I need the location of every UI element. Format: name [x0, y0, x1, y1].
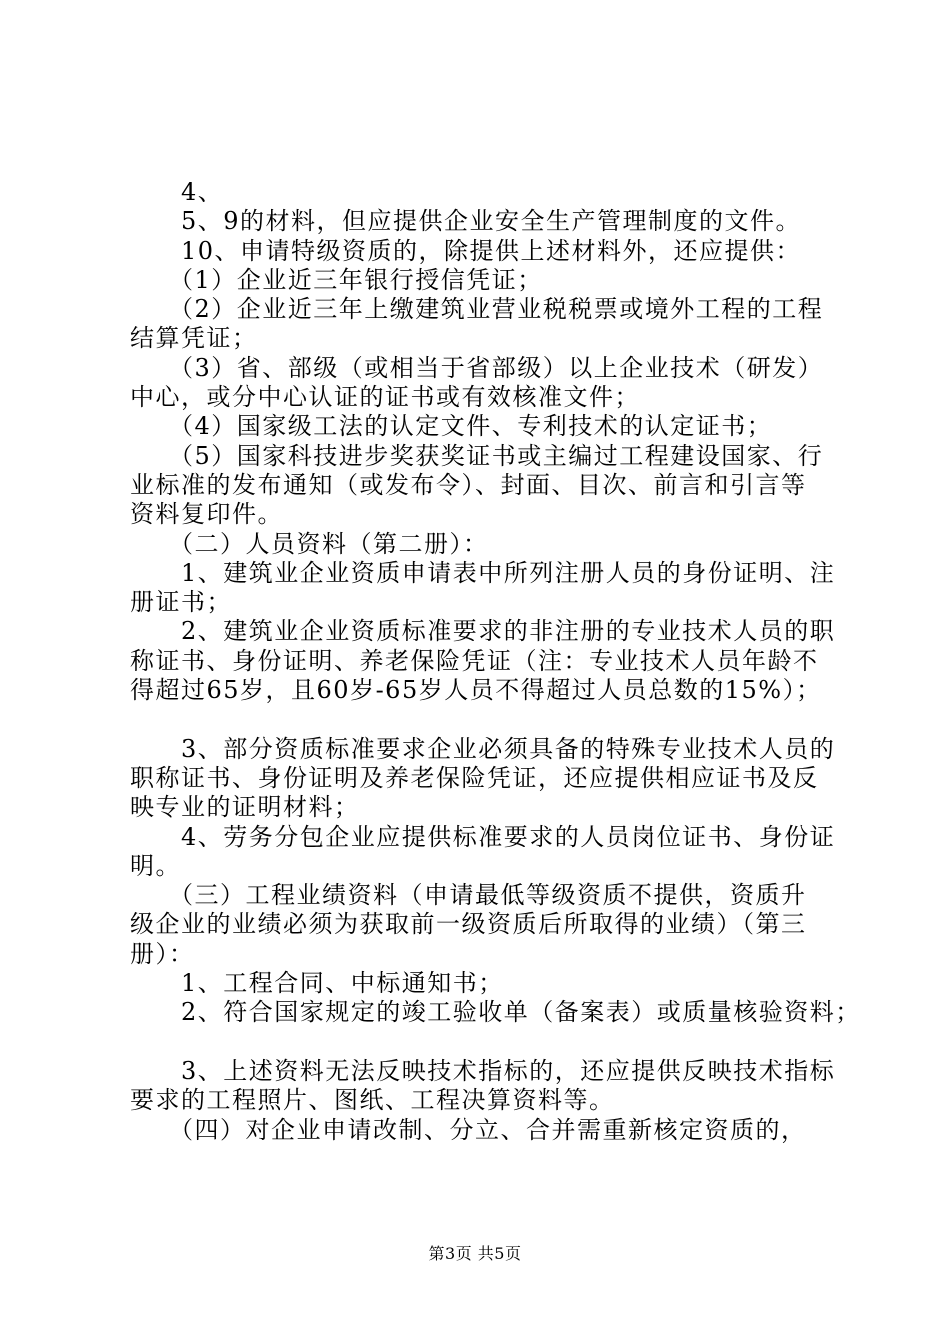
text-line: （5）国家科技进步奖获奖证书或主编过工程建设国家、行	[130, 441, 824, 470]
text-line: 3、部分资质标准要求企业必须具备的特殊专业技术人员的	[130, 734, 836, 763]
page-footer: 第3页 共5页	[428, 1244, 522, 1263]
text-line: 映专业的证明材料；	[130, 793, 360, 822]
text-line: 册）：	[130, 939, 195, 968]
text-line: （2）企业近三年上缴建筑业营业税税票或境外工程的工程	[130, 295, 824, 324]
text-line: 职称证书、身份证明及养老保险凭证，还应提供相应证书及反	[130, 763, 819, 792]
text-line: 1、建筑业企业资质申请表中所列注册人员的身份证明、注	[130, 558, 836, 587]
text-line: （1）企业近三年银行授信凭证；	[130, 265, 543, 294]
text-line: 3、上述资料无法反映技术指标的，还应提供反映技术指标	[130, 1056, 836, 1085]
document-body	[130, 178, 861, 1145]
text-line: 称证书、身份证明、养老保险凭证（注：专业技术人员年龄不	[130, 646, 819, 675]
text-line: 1、工程合同、中标通知书；	[130, 969, 504, 998]
text-line: 得超过65岁，且60岁-65岁人员不得超过人员总数的15%）；	[130, 676, 822, 705]
text-line: 中心，或分中心认证的证书或有效核准文件；	[130, 383, 640, 412]
text-line: 5、9的材料，但应提供企业安全生产管理制度的文件。	[130, 207, 802, 236]
text-line: 结算凭证；	[130, 324, 258, 353]
text-line: 资料复印件。	[130, 500, 283, 529]
text-line: 明。	[130, 851, 181, 880]
text-line: （4）国家级工法的认定文件、专利技术的认定证书；	[130, 412, 773, 441]
text-line: 2、建筑业企业资质标准要求的非注册的专业技术人员的职	[130, 617, 836, 646]
paragraph-spacer	[130, 705, 842, 734]
text-line: （3）省、部级（或相当于省部级）以上企业技术（研发）	[130, 353, 824, 382]
text-line: 级企业的业绩必须为获取前一级资质后所取得的业绩）（第三	[130, 910, 807, 939]
text-line: 册证书；	[130, 588, 232, 617]
text-line: 业标准的发布通知（或发布令）、封面、目次、前言和引言等	[130, 470, 807, 499]
text-line: 2、符合国家规定的竣工验收单（备案表）或质量核验资料；	[130, 998, 861, 1027]
text-line: 4、劳务分包企业应提供标准要求的人员岗位证书、身份证	[130, 822, 836, 851]
text-line: 要求的工程照片、图纸、工程决算资料等。	[130, 1086, 615, 1115]
text-line: （三）工程业绩资料（申请最低等级资质不提供，资质升	[130, 881, 807, 910]
text-line: 10、申请特级资质的，除提供上述材料外，还应提供：	[130, 236, 802, 265]
text-line: （二）人员资料（第二册）：	[130, 529, 489, 558]
paragraph-spacer	[130, 1028, 842, 1057]
text-line: 4、	[130, 178, 224, 206]
text-line: （四）对企业申请改制、分立、合并需重新核定资质的，	[130, 1115, 807, 1144]
